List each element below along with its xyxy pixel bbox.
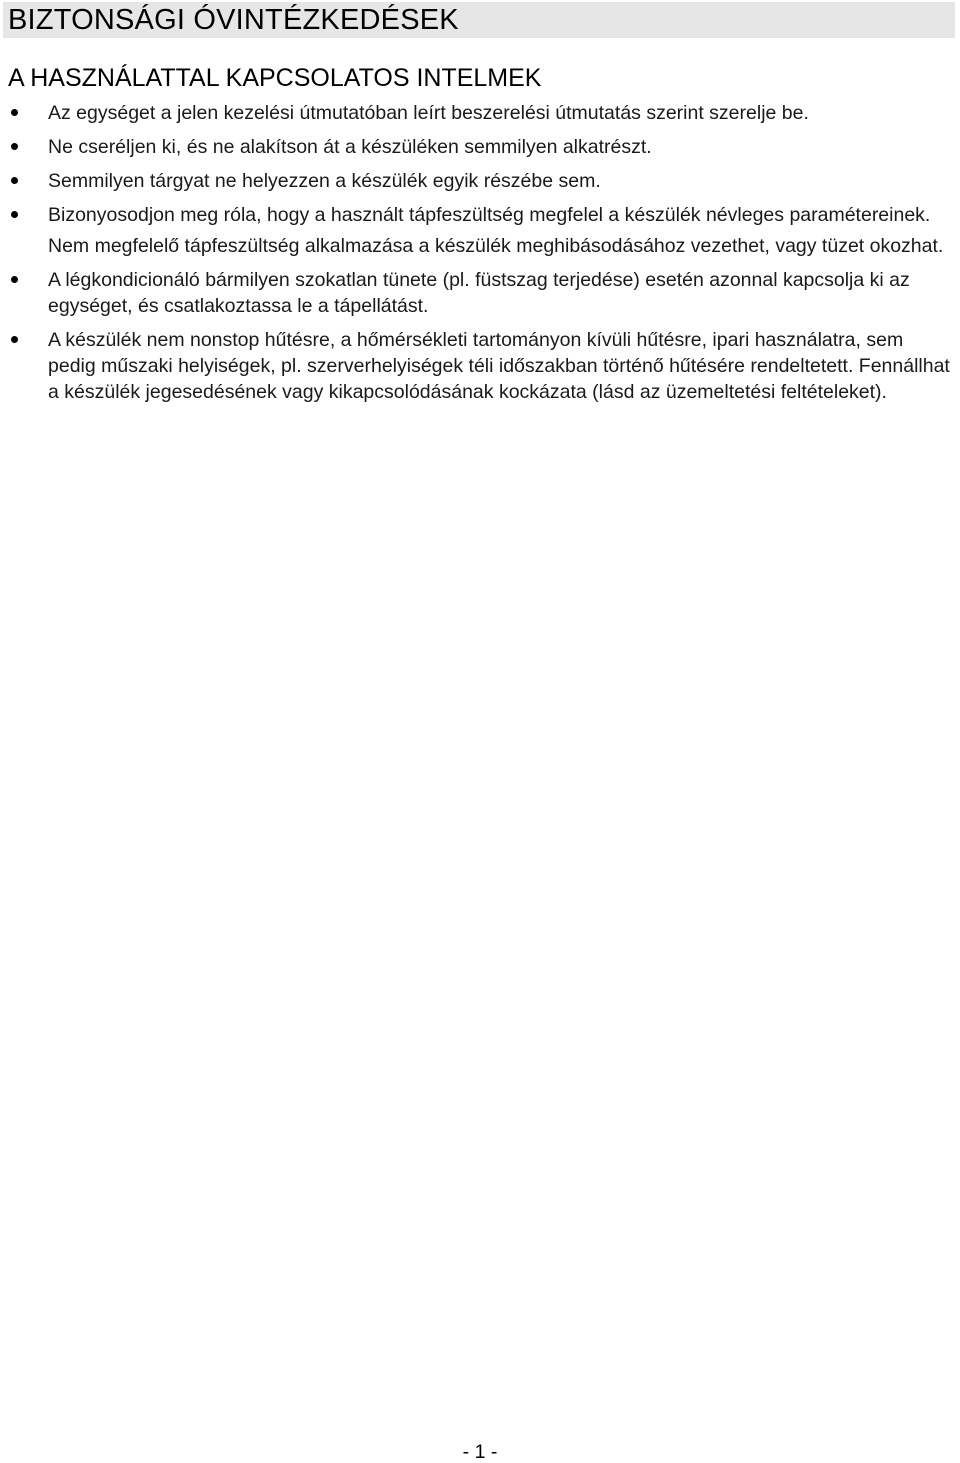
list-item-continuation <box>0 233 950 259</box>
list-item-text: A készülék nem nonstop hűtésre, a hőmérsékleti tartományon kívüli hűtésre, ipari használatra, sem pedig műszaki helyiségek, pl. szerverhelyiségek téli időszakban történő hűtésére rendeltetett. Fennállhat a készülék jegesedésének vagy kikapcsolódásának kockázata (lásd az üzemeltetési feltételeket). <box>48 329 950 403</box>
bullet-icon <box>11 177 18 184</box>
page-header <box>3 2 955 38</box>
bullet-icon <box>11 109 18 116</box>
page-number: - 1 - <box>462 1441 498 1463</box>
list-item <box>0 100 950 126</box>
list-item-text: Semmilyen tárgyat ne helyezzen a készülék egyik részébe sem. <box>48 170 601 192</box>
list-item-text: Az egységet a jelen kezelési útmutatóban leírt beszerelési útmutatás szerint szerelje be. <box>48 102 809 124</box>
list-item <box>0 267 950 319</box>
list-item <box>0 327 950 405</box>
list-item <box>0 202 950 228</box>
page-title: BIZTONSÁGI ÓVINTÉZKEDÉSEK <box>8 4 459 36</box>
section-title: A HASZNÁLATTAL KAPCSOLATOS INTELMEK <box>8 64 542 92</box>
list-item <box>0 134 950 160</box>
safety-instructions-list <box>0 100 950 413</box>
list-item <box>0 168 950 194</box>
bullet-icon <box>11 143 18 150</box>
list-item-text: Ne cseréljen ki, és ne alakítson át a készüléken semmilyen alkatrészt. <box>48 136 652 158</box>
list-item-text: Bizonyosodjon meg róla, hogy a használt tápfeszültség megfelel a készülék névleges paramétereinek. <box>48 204 931 226</box>
list-item-text: Nem megfelelő tápfeszültség alkalmazása a készülék meghibásodásához vezethet, vagy tüzet okozhat. <box>48 235 944 257</box>
list-item-text: A légkondicionáló bármilyen szokatlan tünete (pl. füstszag terjedése) esetén azonnal kapcsolja ki az egységet, és csatlakoztassa le a tápellátást. <box>48 269 910 317</box>
bullet-icon <box>11 336 18 343</box>
bullet-icon <box>11 211 18 218</box>
bullet-icon <box>11 276 18 283</box>
